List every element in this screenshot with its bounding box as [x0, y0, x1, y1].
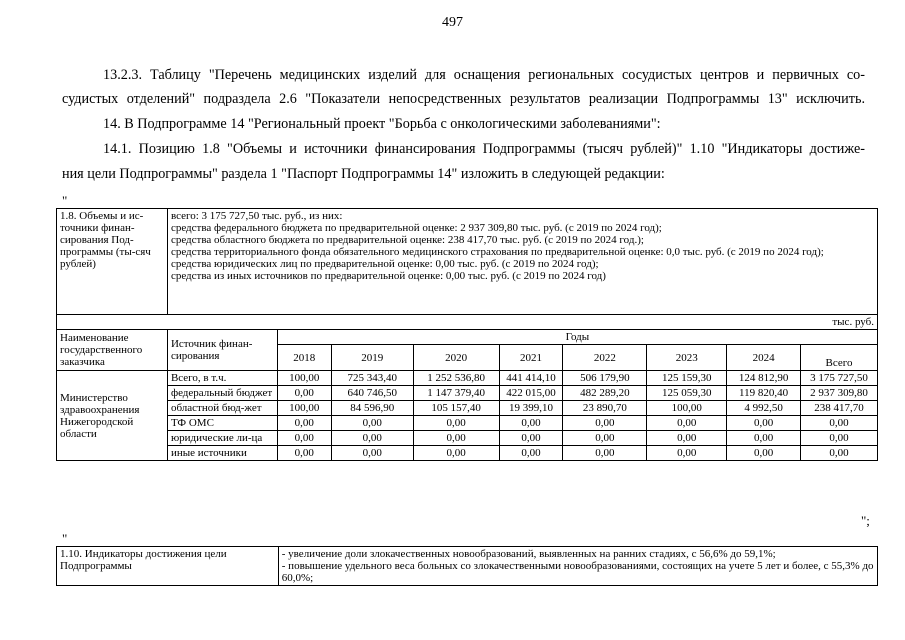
value-cell: 0,00	[277, 446, 331, 461]
table-row	[57, 386, 878, 401]
source-cell: иные источники	[167, 446, 277, 461]
value-cell: 0,00	[277, 431, 331, 446]
value-cell: 0,00	[413, 416, 499, 431]
value-cell: 1 252 536,80	[413, 371, 499, 386]
indicators-label: 1.10. Индикаторы достижения цели Подпрограммы	[57, 547, 279, 586]
value-cell: 725 343,40	[331, 371, 413, 386]
units-row	[57, 315, 878, 330]
year-header: 2020	[413, 345, 499, 371]
funding-line: средства из иных источников по предварительной оценке: 0,00 тыс. руб. (с 2019 по 2024 год)	[170, 270, 606, 282]
value-cell: 0,00	[727, 431, 801, 446]
paragraph-5: ния цели Подпрограммы" раздела 1 "Паспорт Подпрограммы 14" изложить в следующей редакции:	[62, 166, 665, 182]
value-cell: 3 175 727,50	[801, 371, 878, 386]
indicators-list	[278, 547, 877, 586]
value-cell: 100,00	[277, 401, 331, 416]
value-cell: 0,00	[499, 416, 563, 431]
value-cell: 0,00	[277, 416, 331, 431]
funding-line: средства федерального бюджета по предварительной оценке: 2 937 309,80 тыс. руб. (с 2019 по 2024 год);	[170, 222, 662, 234]
value-cell: 422 015,00	[499, 386, 563, 401]
value-cell: 100,00	[277, 371, 331, 386]
value-cell: 0,00	[277, 386, 331, 401]
value-cell: 124 812,90	[727, 371, 801, 386]
funding-line: всего: 3 175 727,50 тыс. руб., из них:	[170, 210, 343, 222]
year-header: 2019	[331, 345, 413, 371]
year-header-total: Всего	[801, 345, 878, 371]
value-cell: 119 820,40	[727, 386, 801, 401]
table-row	[57, 401, 878, 416]
col-source-header: Источник финан-сирования	[167, 330, 277, 371]
indicators-row	[57, 547, 878, 586]
col-customer-header: Наименование государственного заказчика	[57, 330, 168, 371]
year-header: 2018	[277, 345, 331, 371]
value-cell: 0,00	[647, 446, 727, 461]
year-header: 2024	[727, 345, 801, 371]
indicators-table	[56, 546, 878, 586]
value-cell: 4 992,50	[727, 401, 801, 416]
indicator-item: - увеличение доли злокачественных новообразований, выявленных на ранних стадиях, с 56,6% до 59,1%;	[281, 548, 776, 560]
units-label: тыс. руб.	[57, 315, 878, 330]
value-cell: 84 596,90	[331, 401, 413, 416]
table-row	[57, 446, 878, 461]
quote-open-2: "	[62, 531, 68, 546]
value-cell: 0,00	[331, 416, 413, 431]
value-cell: 0,00	[801, 416, 878, 431]
value-cell: 0,00	[499, 431, 563, 446]
value-cell: 125 159,30	[647, 371, 727, 386]
value-cell: 100,00	[647, 401, 727, 416]
header-row-1	[57, 330, 878, 345]
value-cell: 0,00	[563, 431, 647, 446]
source-cell: юридические ли-ца	[167, 431, 277, 446]
value-cell: 0,00	[499, 446, 563, 461]
table-row	[57, 371, 878, 386]
funding-summary-row	[57, 209, 878, 315]
funding-line: средства юридических лиц по предварительной оценке: 0,00 тыс. руб. (с 2019 по 2024 год);	[170, 258, 599, 270]
source-cell: Всего, в т.ч.	[167, 371, 277, 386]
year-header: 2021	[499, 345, 563, 371]
quote-open-1: "	[62, 193, 68, 208]
value-cell: 23 890,70	[563, 401, 647, 416]
paragraph-4: 14.1. Позицию 1.8 "Объемы и источники финансирования Подпрограммы (тысяч рублей)" 1.10 "Индикаторы достиже-	[103, 141, 865, 157]
value-cell: 0,00	[647, 431, 727, 446]
value-cell: 0,00	[413, 446, 499, 461]
value-cell: 441 414,10	[499, 371, 563, 386]
table-row	[57, 416, 878, 431]
table-row	[57, 431, 878, 446]
value-cell: 0,00	[331, 431, 413, 446]
value-cell: 0,00	[801, 446, 878, 461]
value-cell: 0,00	[563, 416, 647, 431]
year-header: 2022	[563, 345, 647, 371]
source-cell: областной бюд-жет	[167, 401, 277, 416]
value-cell: 506 179,90	[563, 371, 647, 386]
value-cell: 0,00	[413, 431, 499, 446]
value-cell: 0,00	[727, 416, 801, 431]
paragraph-2: судистых отделений" подраздела 2.6 "Показатели непосредственных результатов реализации Подпрограммы 13" исключить.	[62, 91, 865, 107]
value-cell: 125 059,30	[647, 386, 727, 401]
funding-summary	[167, 209, 877, 315]
paragraph-1: 13.2.3. Таблицу "Перечень медицинских изделий для оснащения региональных сосудистых центров и первичных со-	[103, 67, 865, 83]
value-cell: 0,00	[331, 446, 413, 461]
value-cell: 0,00	[647, 416, 727, 431]
indicator-item: - повышение удельного веса больных со злокачественными новообразованиями, состоящих на учете 5 лет и более, с 55,3% до 60,0%;	[281, 560, 874, 584]
customer-name: Министерство здравоохранения Нижегородской области	[57, 371, 168, 461]
source-cell: ТФ ОМС	[167, 416, 277, 431]
value-cell: 640 746,50	[331, 386, 413, 401]
quote-close: ";	[861, 513, 870, 528]
funding-line: средства областного бюджета по предварительной оценке: 238 417,70 тыс. руб. (с 2019 по 2024 год.);	[170, 234, 644, 246]
value-cell: 482 289,20	[563, 386, 647, 401]
year-header: 2023	[647, 345, 727, 371]
page-number: 497	[442, 15, 463, 30]
source-cell: федеральный бюджет	[167, 386, 277, 401]
col-years-header: Годы	[277, 330, 877, 345]
value-cell: 0,00	[727, 446, 801, 461]
value-cell: 2 937 309,80	[801, 386, 878, 401]
value-cell: 238 417,70	[801, 401, 878, 416]
value-cell: 1 147 379,40	[413, 386, 499, 401]
funding-line: средства территориального фонда обязательного медицинского страхования по предварительной оценке: 0,0 тыс. руб. (с 2019 по 2024 год);	[170, 246, 824, 258]
value-cell: 19 399,10	[499, 401, 563, 416]
value-cell: 0,00	[563, 446, 647, 461]
funding-table	[56, 208, 878, 461]
value-cell: 105 157,40	[413, 401, 499, 416]
funding-header-label: 1.8. Объемы и ис-точники финан-сирования Под-программы (ты-сяч рублей)	[57, 209, 168, 315]
value-cell: 0,00	[801, 431, 878, 446]
paragraph-3: 14. В Подпрограмме 14 "Региональный проект "Борьба с онкологическими заболеваниями":	[103, 116, 661, 132]
